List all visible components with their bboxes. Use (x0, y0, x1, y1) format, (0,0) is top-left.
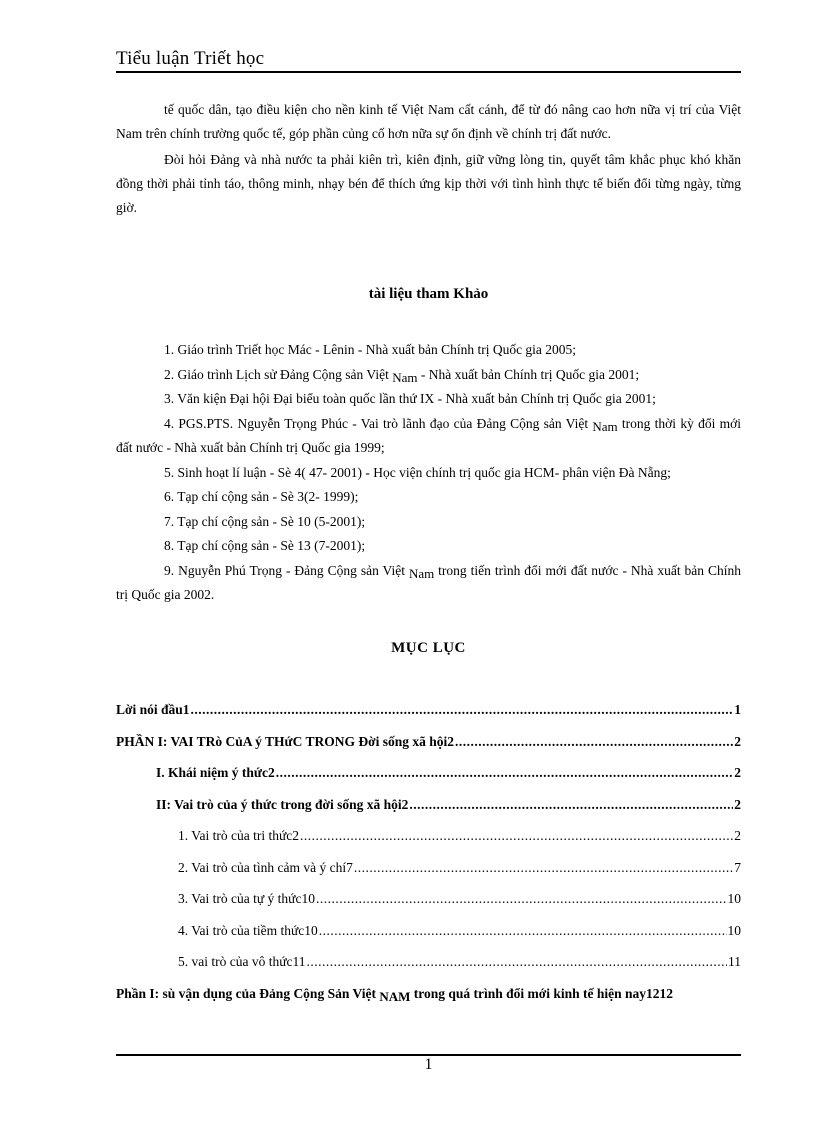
reference-item: 6. Tạp chí cộng sản - Sè 3(2- 1999); (164, 489, 359, 504)
toc-entry-page: 7 (734, 859, 741, 875)
references-list (116, 338, 741, 608)
toc-entry-label: 2. Vai trò của tình cảm và ý chí7 (178, 859, 353, 875)
toc-entry-label: I. Khái niệm ý thức2 (156, 765, 275, 780)
references-title: tài liệu tham Khảo (368, 286, 489, 302)
toc-entry-label: II: Vai trò của ý thức trong đời sống xã hội2 (156, 796, 409, 812)
toc-entry[interactable] (116, 828, 741, 860)
header-rule (116, 71, 741, 73)
reference-item: 4. PGS.PTS. Nguyễn Trọng Phúc - Vai trò lãnh đạo của Đảng Cộng sản Việt Nam trong thời kỳ đổi mới đất nước - Nhà xuất bản Chính trị Quốc gia 1999; (116, 415, 741, 455)
toc-leader-dots (354, 860, 733, 876)
toc-leader-dots (316, 891, 727, 907)
table-of-contents (116, 702, 741, 1017)
reference-item: 5. Sinh hoạt lí luận - Sè 4( 47- 2001) - Học viện chính trị quốc gia HCM- phân viện Đà Nẵng; (164, 464, 671, 480)
reference-item: 9. Nguyễn Phú Trọng - Đảng Cộng sản Việt Nam trong tiến trình đổi mới đất nước - Nhà xuất bản Chính trị Quốc gia 2002. (116, 562, 741, 602)
toc-entry-label: 3. Vai trò của tự ý thức10 (178, 891, 315, 906)
page-header-title: Tiểu luận Triết học (116, 48, 265, 69)
toc-entry[interactable] (116, 891, 741, 923)
toc-leader-dots (307, 954, 727, 970)
toc-entry-label: 5. vai trò của vô thức11 (178, 954, 306, 969)
toc-entry-page: 2 (734, 828, 741, 843)
toc-entry[interactable] (116, 923, 741, 955)
toc-entry[interactable] (116, 765, 741, 797)
toc-entry[interactable] (116, 734, 741, 766)
paragraph: tế quốc dân, tạo điều kiện cho nền kinh tế Việt Nam cất cánh, để từ đó nâng cao hơn nữa vị trí của Việt Nam trên chính trường quốc tế, góp phần củng cố hơn nữa sự ổn định về chính trị đất nước. (116, 102, 741, 141)
toc-entry[interactable] (116, 986, 741, 1018)
reference-item: 2. Giáo trình Lịch sử Đảng Cộng sản Việt Nam - Nhà xuất bản Chính trị Quốc gia 2001; (164, 366, 640, 385)
toc-leader-dots (276, 765, 734, 781)
toc-leader-dots (455, 734, 733, 750)
toc-entry-label: Phần I: sù vận dụng của Đảng Cộng Sản Việt NAM trong quá trình đổi mới kinh tế hiện nay1212 (116, 985, 674, 1004)
toc-entry-page: 11 (728, 954, 741, 969)
reference-item: 8. Tạp chí cộng sản - Sè 13 (7-2001); (164, 538, 366, 553)
body-text (116, 98, 741, 220)
toc-entry[interactable] (116, 954, 741, 986)
toc-entry[interactable] (116, 702, 741, 734)
toc-leader-dots (409, 797, 733, 813)
toc-entry-page: 2 (734, 796, 741, 812)
reference-item: 3. Văn kiện Đại hội Đại biểu toàn quốc lần thứ IX - Nhà xuất bản Chính trị Quốc gia 2001; (164, 391, 656, 406)
toc-entry-label: 1. Vai trò của tri thức2 (178, 828, 300, 843)
toc-entry[interactable] (116, 860, 741, 892)
toc-entry-label: Lời nói đầu1 (116, 702, 190, 717)
toc-entry-page: 1 (734, 702, 741, 717)
page-number: 1 (424, 1056, 433, 1073)
toc-leader-dots (300, 828, 733, 844)
toc-entry-page: 10 (727, 922, 741, 938)
toc-entry-label: 4. Vai trò của tiềm thức10 (178, 922, 318, 938)
toc-entry[interactable] (116, 797, 741, 829)
toc-leader-dots (191, 702, 734, 718)
toc-entry-page: 2 (734, 733, 741, 749)
toc-entry-page: 10 (727, 891, 741, 906)
toc-title: MỤC LỤC (391, 640, 466, 656)
paragraph: Đòi hỏi Đảng và nhà nước ta phải kiên trì, kiên định, giữ vững lòng tin, quyết tâm khắc phục khó khăn đồng thời phải tỉnh táo, thông minh, nhạy bén để thích ứng kịp thời với tình hình thực tế biến đổi từng ngày, từng giờ. (116, 152, 741, 215)
reference-item: 1. Giáo trình Triết học Mác - Lênin - Nhà xuất bản Chính trị Quốc gia 2005; (164, 342, 577, 357)
reference-item: 7. Tạp chí cộng sản - Sè 10 (5-2001); (164, 513, 366, 529)
toc-entry-page: 2 (734, 765, 741, 780)
toc-leader-dots (319, 923, 727, 939)
toc-entry-label: PHẦN I: VAI TRò CủA ý THứC TRONG Đời sống xã hội2 (116, 733, 455, 749)
